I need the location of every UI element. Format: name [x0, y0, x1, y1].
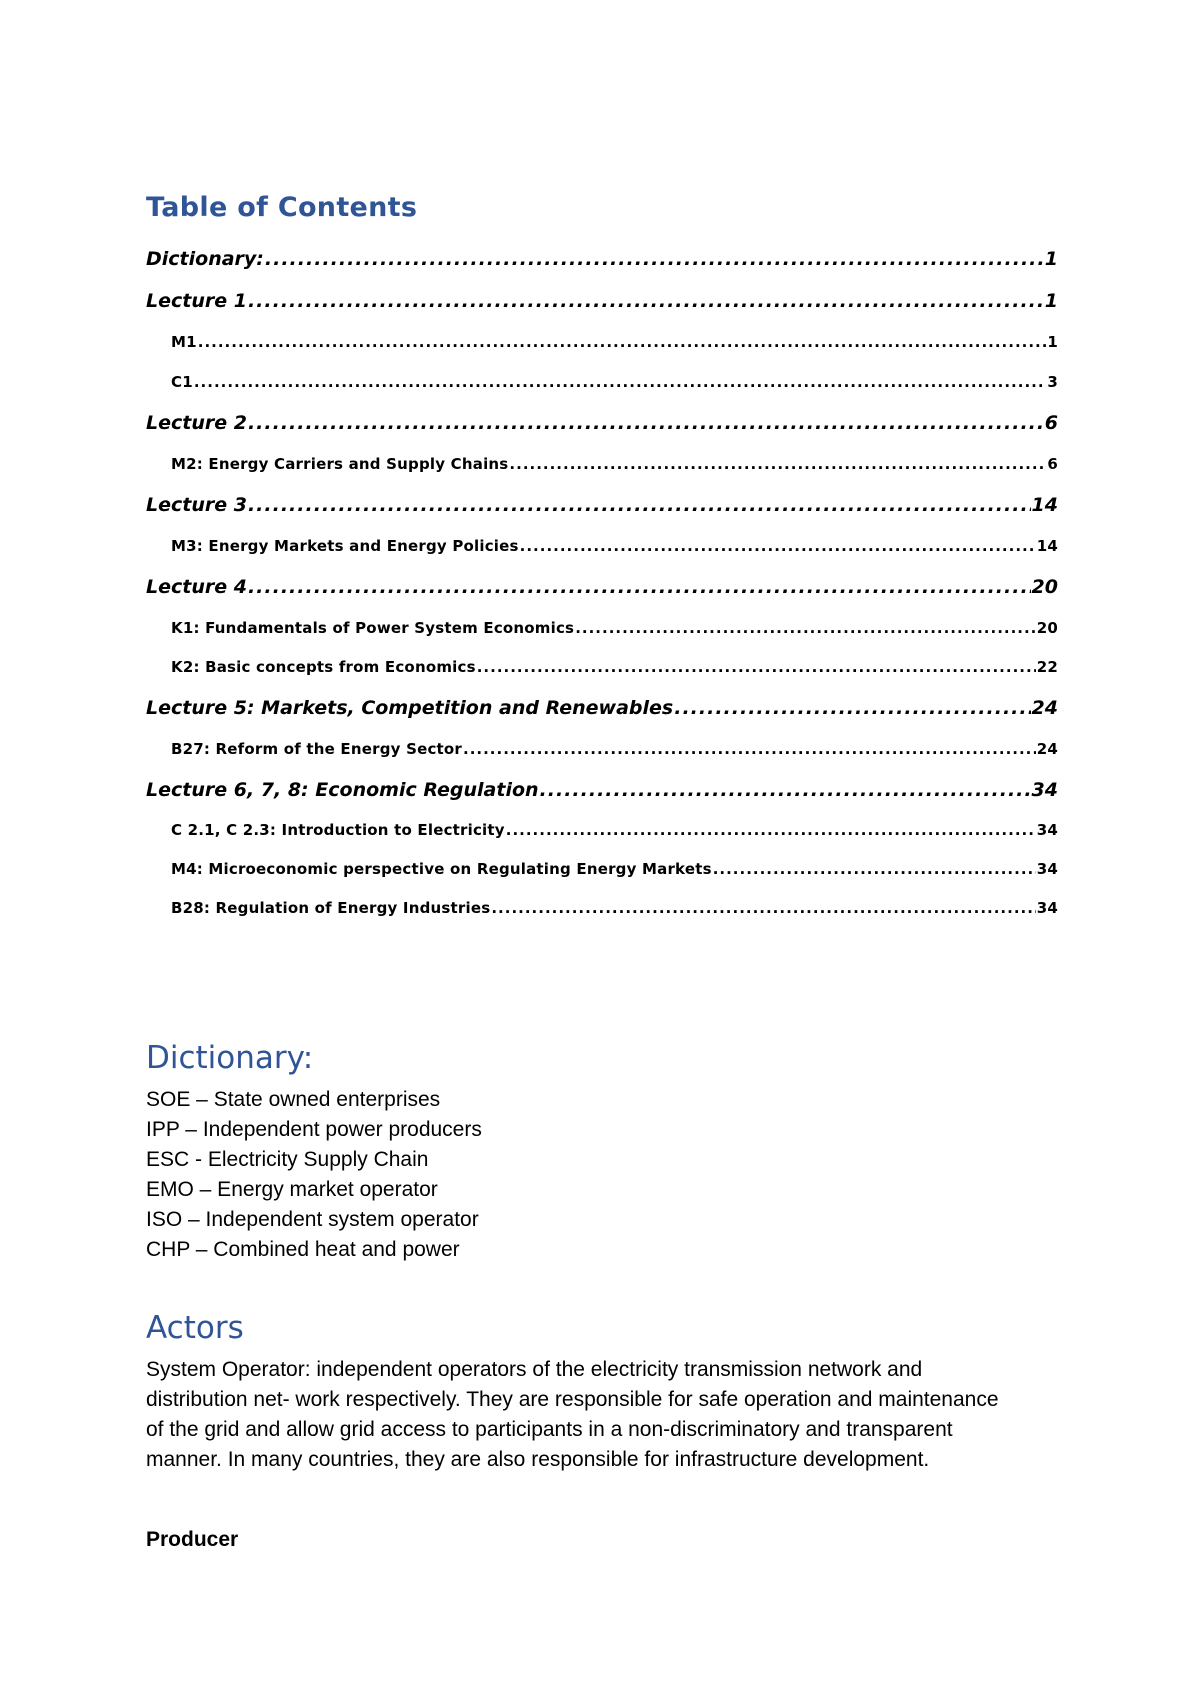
toc-entry-title: C 2.1, C 2.3: Introduction to Electricity — [171, 821, 505, 839]
toc-leader-dots — [713, 860, 1036, 878]
toc-entry-title: M1 — [171, 333, 197, 351]
toc-page-number: 1 — [1044, 248, 1058, 270]
toc-entry-c21-c23[interactable] — [171, 821, 1058, 839]
toc-leader-dots — [198, 333, 1047, 351]
toc-page-number: 20 — [1031, 576, 1058, 598]
toc-page-number: 20 — [1036, 619, 1058, 637]
toc-page-number: 1 — [1047, 333, 1058, 351]
toc-page-number: 1 — [1044, 290, 1058, 312]
toc-leader-dots — [248, 494, 1031, 516]
dictionary-item: CHP – Combined heat and power — [146, 1238, 460, 1261]
toc-heading: Table of Contents — [146, 192, 418, 223]
toc-entry-title: Lecture 5: Markets, Competition and Renewables — [146, 697, 674, 719]
toc-entry-m3[interactable] — [171, 537, 1058, 555]
toc-entry-title: C1 — [171, 373, 193, 391]
toc-leader-dots — [674, 697, 1030, 719]
toc-page-number: 34 — [1036, 899, 1058, 917]
toc-entry-title: Lecture 6, 7, 8: Economic Regulation — [146, 779, 539, 801]
toc-entry-m4[interactable] — [171, 860, 1058, 878]
toc-leader-dots — [477, 658, 1036, 676]
toc-entry-title: M4: Microeconomic perspective on Regulating Energy Markets — [171, 860, 712, 878]
toc-leader-dots — [520, 537, 1036, 555]
toc-entry-lecture-5[interactable] — [146, 697, 1058, 719]
toc-entry-b28[interactable] — [171, 899, 1058, 917]
toc-entry-title: K1: Fundamentals of Power System Economics — [171, 619, 575, 637]
toc-leader-dots — [575, 619, 1036, 637]
toc-leader-dots — [265, 248, 1044, 270]
toc-entry-title: B27: Reform of the Energy Sector — [171, 740, 463, 758]
toc-entry-b27[interactable] — [171, 740, 1058, 758]
toc-entry-title: B28: Regulation of Energy Industries — [171, 899, 491, 917]
toc-page-number: 14 — [1031, 494, 1058, 516]
toc-page-number: 34 — [1031, 779, 1058, 801]
toc-entry-dictionary[interactable] — [146, 248, 1058, 270]
toc-leader-dots — [463, 740, 1036, 758]
toc-entry-lecture-6-7-8[interactable] — [146, 779, 1058, 801]
actors-paragraph-line: System Operator: independent operators of the electricity transmission network and — [146, 1358, 923, 1381]
toc-page-number: 24 — [1036, 740, 1058, 758]
toc-leader-dots — [194, 373, 1047, 391]
toc-page-number: 34 — [1036, 860, 1058, 878]
toc-leader-dots — [506, 821, 1036, 839]
toc-entry-c1[interactable] — [171, 373, 1058, 391]
toc-page-number: 3 — [1047, 373, 1058, 391]
toc-leader-dots — [248, 576, 1031, 598]
toc-entry-title: Lecture 2 — [146, 412, 247, 434]
toc-entry-title: Lecture 1 — [146, 290, 247, 312]
toc-entry-k1[interactable] — [171, 619, 1058, 637]
producer-subheading: Producer — [146, 1528, 239, 1551]
toc-leader-dots — [248, 290, 1044, 312]
toc-leader-dots — [491, 899, 1035, 917]
toc-leader-dots — [509, 455, 1046, 473]
toc-entry-lecture-1[interactable] — [146, 290, 1058, 312]
dictionary-item: EMO – Energy market operator — [146, 1178, 438, 1201]
actors-paragraph-line: distribution net- work respectively. They are responsible for safe operation and maintenance — [146, 1388, 999, 1411]
toc-page-number: 6 — [1044, 412, 1058, 434]
toc-entry-lecture-3[interactable] — [146, 494, 1058, 516]
toc-entry-m2[interactable] — [171, 455, 1058, 473]
toc-entry-title: K2: Basic concepts from Economics — [171, 658, 476, 676]
dictionary-item: SOE – State owned enterprises — [146, 1088, 441, 1111]
toc-entry-k2[interactable] — [171, 658, 1058, 676]
actors-heading: Actors — [146, 1310, 244, 1346]
actors-paragraph-line: manner. In many countries, they are also responsible for infrastructure development. — [146, 1448, 930, 1471]
toc-entry-title: M2: Energy Carriers and Supply Chains — [171, 455, 509, 473]
toc-entry-title: Dictionary: — [146, 248, 264, 270]
toc-entry-lecture-2[interactable] — [146, 412, 1058, 434]
toc-page-number: 24 — [1031, 697, 1058, 719]
toc-page-number: 14 — [1036, 537, 1058, 555]
toc-page-number: 34 — [1036, 821, 1058, 839]
toc-entry-lecture-4[interactable] — [146, 576, 1058, 598]
dictionary-item: IPP – Independent power producers — [146, 1118, 482, 1141]
toc-entry-title: Lecture 4 — [146, 576, 247, 598]
toc-page-number: 22 — [1036, 658, 1058, 676]
toc-entry-m1[interactable] — [171, 333, 1058, 351]
toc-leader-dots — [540, 779, 1031, 801]
dictionary-item: ISO – Independent system operator — [146, 1208, 479, 1231]
toc-leader-dots — [248, 412, 1044, 434]
toc-page-number: 6 — [1047, 455, 1058, 473]
toc-entry-title: M3: Energy Markets and Energy Policies — [171, 537, 519, 555]
dictionary-heading: Dictionary: — [146, 1040, 314, 1076]
toc-entry-title: Lecture 3 — [146, 494, 247, 516]
actors-paragraph-line: of the grid and allow grid access to participants in a non-discriminatory and transparent — [146, 1418, 953, 1441]
dictionary-item: ESC - Electricity Supply Chain — [146, 1148, 429, 1171]
